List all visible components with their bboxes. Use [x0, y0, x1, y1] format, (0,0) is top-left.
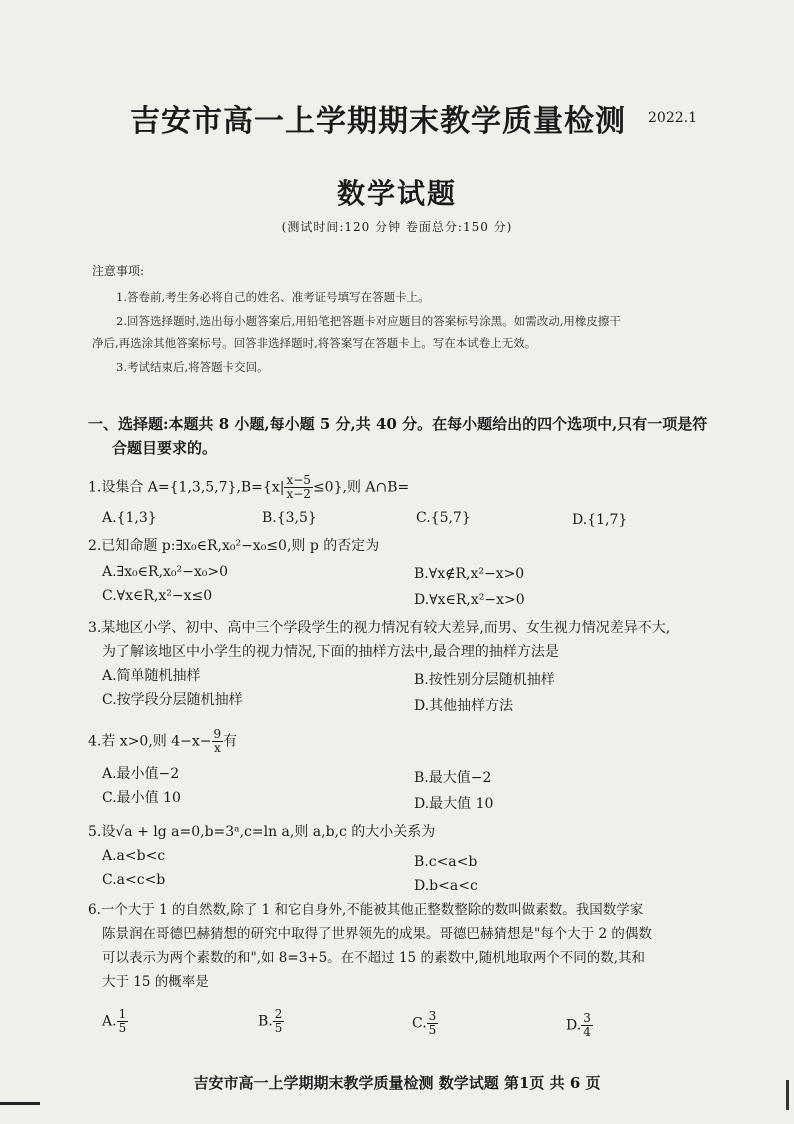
fraction-denominator: 5 [428, 1023, 437, 1037]
question-stem: 1.设集合 A={1,3,5,7},B= [88, 479, 263, 496]
option-c: C.最小值 10 [102, 790, 181, 806]
option-letter: A. [102, 1013, 117, 1030]
option-c [412, 1010, 438, 1037]
note-item: 2.回答选择题时,选出每小题答案后,用铅笔把答题卡对应题目的答案标号涂黑。如需改动,用橡皮擦干 [116, 314, 621, 328]
option-d: D.∀x∈R,x²−x>0 [414, 592, 525, 608]
fraction [212, 728, 224, 755]
page-footer: 吉安市高一上学期期末教学质量检测 数学试题 第1页 共 6 页 [193, 1074, 601, 1092]
note-item: 净后,再选涂其他答案标号。回答非选择题时,将答案写在答题卡上。写在本试卷上无效。 [92, 336, 537, 350]
question-4 [88, 728, 237, 755]
fraction-numerator: 3 [428, 1009, 437, 1023]
question-3-line: 为了解该地区中小学生的视力情况,下面的抽样方法中,最合理的抽样方法是 [102, 644, 559, 660]
option-c: C.a<c<b [102, 872, 166, 888]
question-6-line: 可以表示为两个素数的和",如 8=3+5。在不超过 15 的素数中,随机地取两个不同的数,其和 [102, 950, 646, 966]
section-heading [88, 412, 738, 460]
subject-title: 数学试题 [336, 177, 457, 210]
option-b: B.∀x∉R,x²−x>0 [414, 566, 525, 582]
set-brace: } [333, 479, 343, 496]
question-5: 5.设√a + lg a=0,b=3ᵃ,c=ln a,则 a,b,c 的大小关系为 [88, 824, 436, 840]
option-a: A.最小值−2 [102, 766, 180, 782]
question-stem: 有 [223, 733, 238, 750]
question-2: 2.已知命题 p:∃x₀∈R,x₀²−x₀≤0,则 p 的否定为 [88, 538, 380, 554]
question-3-line: 3.某地区小学、初中、高中三个学段学生的视力情况有较大差异,而男、女生视力情况差异不大, [88, 620, 671, 636]
note-item: 1.答卷前,考生务必将自己的姓名、准考证号填写在答题卡上。 [116, 290, 430, 304]
question-6-line: 大于 15 的概率是 [102, 974, 209, 990]
fraction-denominator: 5 [274, 1021, 283, 1035]
fraction-numerator: 2 [274, 1007, 283, 1021]
fraction-denominator: x [213, 741, 221, 755]
exam-meta: (测试时间:120 分钟 卷面总分:150 分) [281, 220, 513, 234]
scan-edge-mark [0, 1102, 40, 1105]
notes-title: 注意事项: [92, 264, 145, 278]
option-b: B.{3,5} [262, 510, 317, 526]
fraction-numerator: 1 [118, 1007, 127, 1021]
set-brace: { [262, 479, 272, 496]
fraction [581, 1012, 593, 1039]
option-d: D.最大值 10 [414, 796, 494, 812]
option-d: D.b<a<c [414, 878, 478, 894]
note-item: 3.考试结束后,将答题卡交回。 [116, 360, 269, 374]
fraction [427, 1010, 439, 1037]
option-a: A.{1,3} [102, 510, 157, 526]
question-stem: ,则 A∩B= [342, 479, 410, 496]
question-6-line: 陈景润在哥德巴赫猜想的研究中取得了世界领先的成果。哥德巴赫猜想是"每个大于 2 的偶数 [102, 926, 652, 942]
option-b: B.最大值−2 [414, 770, 492, 786]
exam-date: 2022.1 [648, 110, 697, 126]
option-d: D.其他抽样方法 [414, 698, 514, 714]
option-d: D.{1,7} [572, 512, 628, 528]
question-stem: 4.若 x>0,则 4−x− [88, 733, 212, 750]
fraction-numerator: x−5 [286, 473, 311, 487]
fraction [117, 1008, 129, 1035]
scan-edge-mark [786, 1080, 789, 1110]
section-heading-line: 合题目要求的。 [112, 439, 218, 457]
option-b: B.c<a<b [414, 854, 478, 870]
fraction [284, 474, 312, 501]
question-6-line: 6.一个大于 1 的自然数,除了 1 和它自身外,不能被其他正整数整除的数叫做素数。我国数学家 [88, 902, 644, 918]
option-d [566, 1012, 593, 1039]
fraction [273, 1008, 285, 1035]
option-c: C.按学段分层随机抽样 [102, 692, 243, 708]
section-heading-line: 一、选择题:本题共 8 小题,每小题 5 分,共 40 分。在每小题给出的四个选项中,只有一项是符 [88, 415, 708, 433]
exam-title: 吉安市高一上学期期末教学质量检测 [130, 104, 626, 139]
fraction-denominator: 5 [118, 1021, 127, 1035]
option-a [102, 1008, 128, 1035]
fraction-denominator: 4 [583, 1025, 591, 1039]
option-letter: C. [412, 1015, 427, 1032]
option-c: C.{5,7} [416, 510, 471, 526]
fraction-denominator: x−2 [286, 487, 311, 501]
question-1: 1.设集合 A={1,3,5,7},B={x| $\frac{x-5}{x-2}$ ≤0},则 A∩B= [88, 473, 410, 501]
option-letter: B. [258, 1013, 273, 1030]
fraction-numerator: 9 [213, 727, 222, 741]
option-b: B.按性别分层随机抽样 [414, 672, 555, 688]
option-a: A.a<b<c [102, 848, 166, 864]
option-letter: D. [566, 1017, 582, 1034]
option-b [258, 1008, 284, 1035]
option-c: C.∀x∈R,x²−x≤0 [102, 588, 213, 604]
option-a: A.∃x₀∈R,x₀²−x₀>0 [102, 564, 229, 580]
option-a: A.简单随机抽样 [102, 668, 201, 684]
set-condition: ≤0 [312, 479, 334, 496]
set-variable: x [271, 479, 280, 496]
fraction-numerator: 3 [583, 1011, 591, 1025]
